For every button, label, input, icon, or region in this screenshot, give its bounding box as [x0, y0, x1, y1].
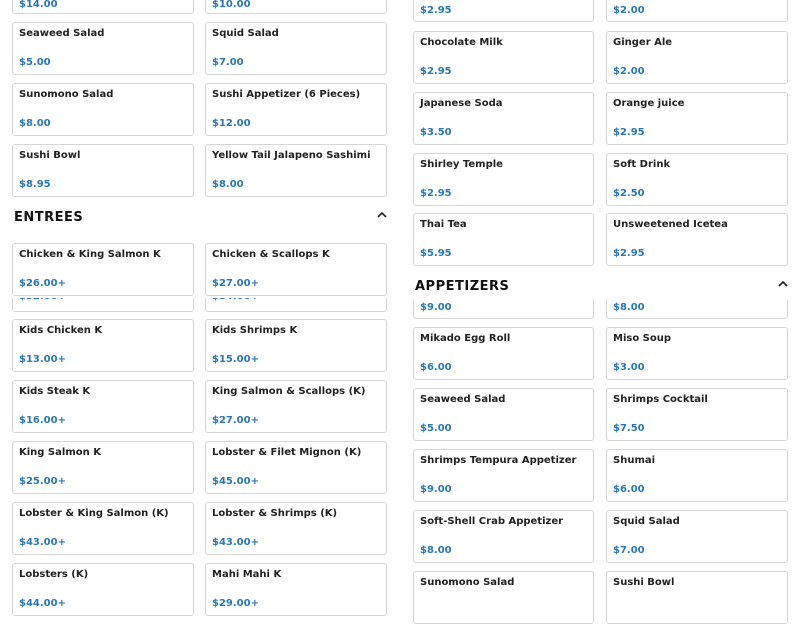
item-name: Squid Salad — [613, 516, 680, 527]
item-price: $26.00+ — [19, 278, 66, 289]
menu-item-card[interactable] — [606, 31, 788, 84]
menu-item-card[interactable] — [205, 380, 387, 433]
item-name: Kids Steak K — [19, 386, 91, 397]
item-price: $2.95 — [420, 5, 452, 16]
menu-item-card[interactable] — [205, 22, 387, 75]
left-menu-column — [0, 0, 400, 609]
item-price: $2.95 — [420, 188, 452, 199]
menu-item-card[interactable] — [413, 31, 594, 84]
menu-item-card[interactable] — [606, 213, 788, 266]
right-menu-column — [405, 0, 800, 600]
item-price: $7.50 — [613, 423, 645, 434]
item-name: Sunomono Salad — [420, 577, 515, 588]
item-name: Shrimps Tempura Appetizer — [420, 455, 577, 466]
item-price: $45.00+ — [212, 476, 259, 487]
menu-item-card[interactable] — [12, 22, 194, 75]
item-name: Orange juice — [613, 98, 685, 109]
item-price: $29.00+ — [212, 598, 259, 609]
item-price: $3.00 — [613, 362, 645, 373]
menu-item-card[interactable] — [413, 388, 594, 441]
section-title-appetizers: APPETIZERS — [415, 279, 510, 294]
item-price: $7.00 — [212, 57, 244, 68]
menu-item-card[interactable] — [413, 327, 594, 380]
item-price: $12.00 — [212, 118, 251, 129]
menu-item-card[interactable] — [413, 510, 594, 563]
menu-item-card[interactable] — [606, 153, 788, 206]
item-name: Sushi Bowl — [613, 577, 675, 588]
menu-item-card[interactable] — [12, 563, 194, 616]
item-name: Lobster & Filet Mignon (K) — [212, 447, 362, 458]
item-name: Chocolate Milk — [420, 37, 503, 48]
item-name: Unsweetened Icetea — [613, 219, 728, 230]
item-price: $44.00+ — [19, 598, 66, 609]
menu-item-card[interactable] — [606, 449, 788, 502]
item-name: Shirley Temple — [420, 159, 503, 170]
menu-item-card[interactable] — [12, 83, 194, 136]
menu-item-card[interactable] — [12, 441, 194, 494]
item-name: King Salmon K — [19, 447, 101, 458]
item-name: Seaweed Salad — [19, 28, 105, 39]
item-price: $8.00 — [613, 302, 645, 313]
menu-item-card[interactable] — [606, 0, 788, 22]
item-name: Shumai — [613, 455, 656, 466]
item-name: Sushi Appetizer (6 Pieces) — [212, 89, 361, 100]
menu-item-card[interactable] — [606, 571, 788, 624]
menu-item-card[interactable] — [413, 92, 594, 145]
menu-item-card[interactable] — [12, 144, 194, 197]
item-name: Chicken & King Salmon K — [19, 249, 161, 260]
item-name: King Salmon & Scallops (K) — [212, 386, 366, 397]
menu-item-card[interactable] — [606, 327, 788, 380]
menu-item-card[interactable] — [606, 388, 788, 441]
chevron-up-icon[interactable] — [776, 277, 790, 291]
item-price: $14.00 — [19, 0, 58, 10]
item-price: $5.00 — [19, 57, 51, 68]
item-name: Kids Shrimps K — [212, 325, 298, 336]
item-price: $5.95 — [420, 248, 452, 259]
item-price: $9.00 — [420, 302, 452, 313]
item-price: $8.00 — [19, 118, 51, 129]
item-price: $8.95 — [19, 179, 51, 190]
menu-item-card[interactable] — [12, 319, 194, 372]
menu-item-card[interactable] — [413, 0, 594, 22]
menu-item-card[interactable] — [606, 510, 788, 563]
item-name: Soft Drink — [613, 159, 671, 170]
item-price: $2.50 — [613, 188, 645, 199]
item-name: Ginger Ale — [613, 37, 673, 48]
item-name: Squid Salad — [212, 28, 279, 39]
item-name: Yellow Tail Jalapeno Sashimi — [212, 150, 371, 161]
item-name: Thai Tea — [420, 219, 467, 230]
menu-item-card[interactable] — [413, 449, 594, 502]
item-name: Lobster & Shrimps (K) — [212, 508, 338, 519]
item-price: $2.95 — [613, 127, 645, 138]
menu-item-card[interactable] — [606, 92, 788, 145]
menu-item-card[interactable] — [205, 563, 387, 616]
item-price: $2.00 — [613, 5, 645, 16]
item-name: Seaweed Salad — [420, 394, 506, 405]
menu-item-card[interactable] — [12, 0, 194, 14]
item-price: $9.00 — [420, 484, 452, 495]
item-name: Chicken & Scallops K — [212, 249, 330, 260]
item-price: $7.00 — [613, 545, 645, 556]
menu-item-card[interactable] — [205, 502, 387, 555]
item-price: $43.00+ — [19, 537, 66, 548]
menu-item-card[interactable] — [413, 153, 594, 206]
item-price: $10.00 — [212, 0, 251, 10]
item-name: Sushi Bowl — [19, 150, 81, 161]
item-price: $16.00+ — [19, 415, 66, 426]
item-name: Japanese Soda — [420, 98, 503, 109]
menu-item-card[interactable] — [205, 0, 387, 14]
item-price: $6.00 — [420, 362, 452, 373]
item-price: $13.00+ — [19, 354, 66, 365]
menu-item-card[interactable] — [205, 83, 387, 136]
menu-item-card[interactable] — [12, 502, 194, 555]
menu-item-card[interactable] — [205, 319, 387, 372]
item-price: $5.00 — [420, 423, 452, 434]
item-name: Miso Soup — [613, 333, 672, 344]
item-price: $27.00+ — [212, 415, 259, 426]
chevron-up-icon[interactable] — [375, 208, 389, 222]
menu-item-card[interactable] — [205, 243, 387, 296]
item-name: Kids Chicken K — [19, 325, 103, 336]
item-price: $8.00 — [420, 545, 452, 556]
item-name: Lobster & King Salmon (K) — [19, 508, 169, 519]
menu-item-card[interactable] — [12, 380, 194, 433]
item-price: $8.00 — [212, 179, 244, 190]
item-price: $2.95 — [420, 66, 452, 77]
item-price: $2.95 — [613, 248, 645, 259]
item-name: Soft-Shell Crab Appetizer — [420, 516, 564, 527]
item-price: $25.00+ — [19, 476, 66, 487]
item-price: $27.00+ — [212, 278, 259, 289]
section-title-entrees: ENTREES — [14, 210, 84, 225]
item-name: Shrimps Cocktail — [613, 394, 708, 405]
item-name: Sunomono Salad — [19, 89, 114, 100]
menu-item-card[interactable] — [413, 571, 594, 624]
item-name: Lobsters (K) — [19, 569, 89, 580]
menu-item-card[interactable] — [12, 243, 194, 296]
item-price: $2.00 — [613, 66, 645, 77]
item-name: Mikado Egg Roll — [420, 333, 511, 344]
item-name: Mahi Mahi K — [212, 569, 282, 580]
item-price: $15.00+ — [212, 354, 259, 365]
menu-item-card[interactable] — [413, 213, 594, 266]
item-price: $3.50 — [420, 127, 452, 138]
menu-item-card[interactable] — [205, 441, 387, 494]
item-price: $6.00 — [613, 484, 645, 495]
menu-item-card[interactable] — [205, 144, 387, 197]
item-price: $43.00+ — [212, 537, 259, 548]
